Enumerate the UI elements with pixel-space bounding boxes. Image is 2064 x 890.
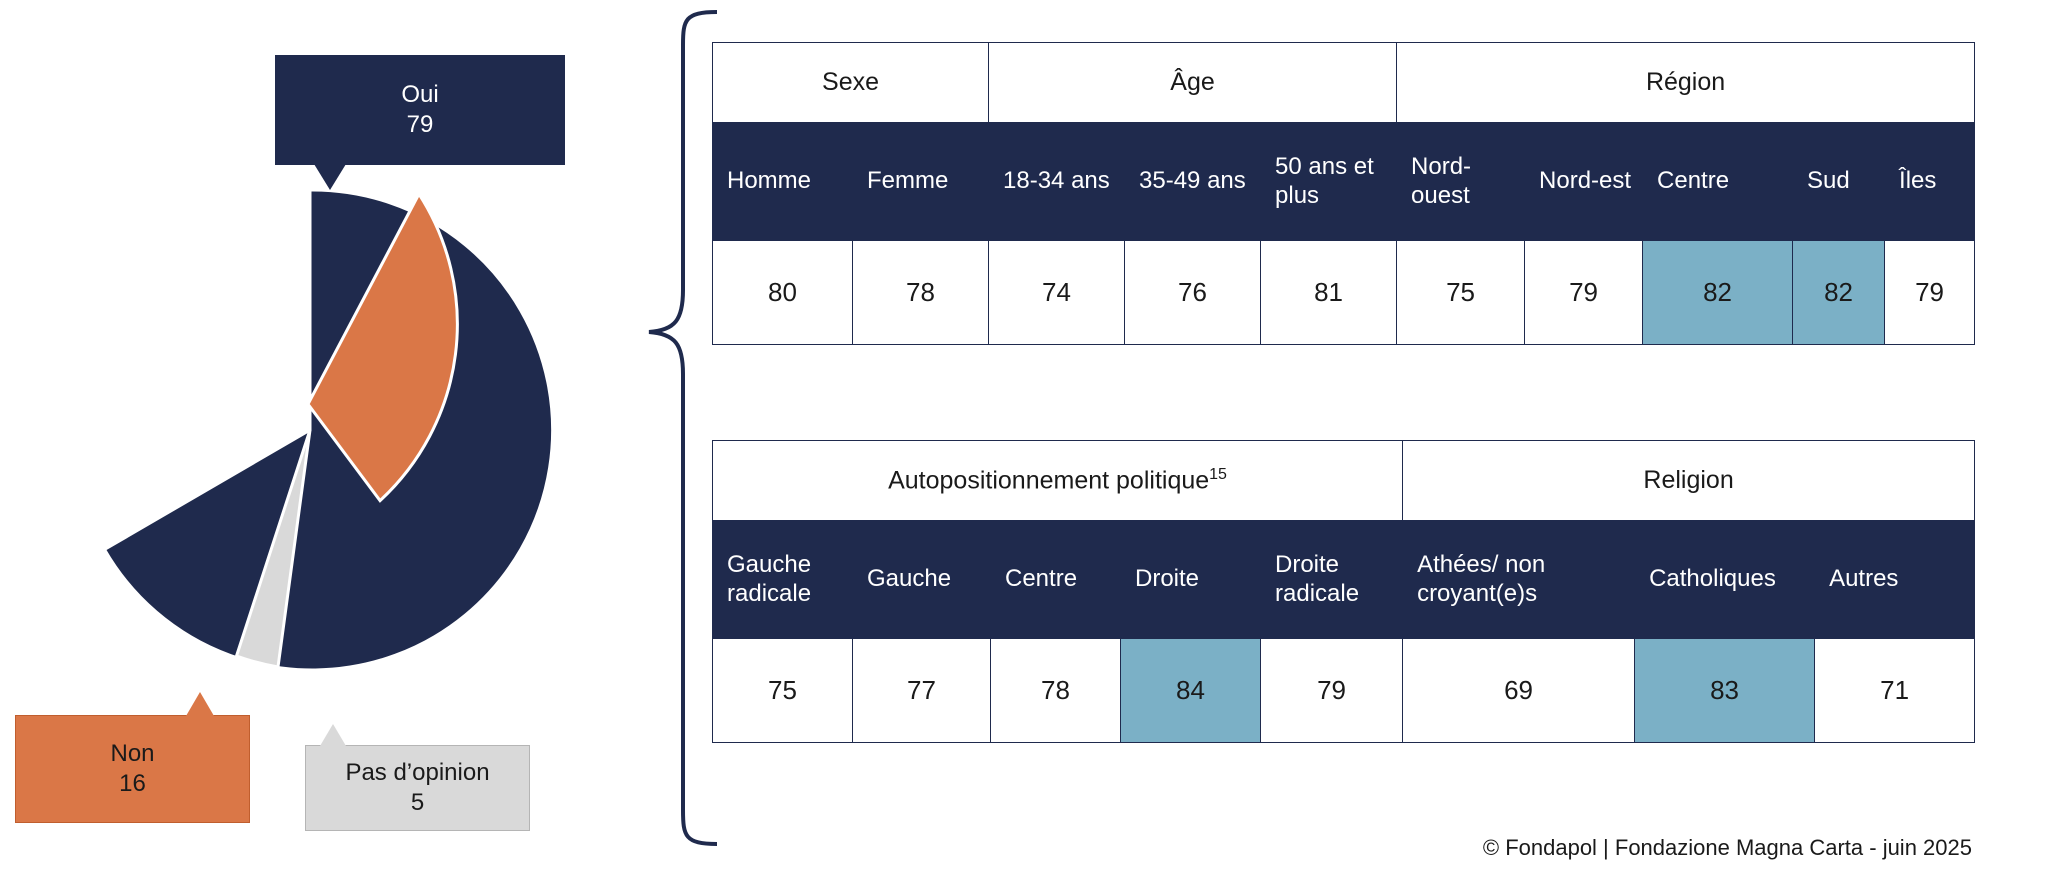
header-droite: Droite (1121, 521, 1261, 639)
value-iles: 79 (1885, 241, 1975, 345)
callout-non-tail (186, 692, 214, 716)
group-autopositionnement-politique-label: Autopositionnement politique (888, 466, 1210, 495)
pie-chart-svg (40, 170, 580, 710)
value-autres: 71 (1815, 639, 1975, 743)
header-gauche: Gauche (853, 521, 991, 639)
group-age: Âge (989, 43, 1397, 123)
group-region: Région (1397, 43, 1975, 123)
table-group-row (713, 441, 1975, 521)
callout-pas-dopinion (305, 745, 530, 831)
value-femme: 78 (853, 241, 989, 345)
callout-non-value: 16 (119, 770, 146, 797)
header-femme: Femme (853, 123, 989, 241)
value-gauche: 77 (853, 639, 991, 743)
group-religion: Religion (1403, 441, 1975, 521)
value-droite: 84 (1121, 639, 1261, 743)
header-athees-non-croyants: Athées/ non croyant(e)s (1403, 521, 1635, 639)
header-50-ans-et-plus: 50 ans et plus (1261, 123, 1397, 241)
value-centre: 78 (991, 639, 1121, 743)
value-homme: 80 (713, 241, 853, 345)
table-header-row (713, 123, 1975, 241)
header-centre: Centre (1643, 123, 1793, 241)
value-sud: 82 (1793, 241, 1885, 345)
header-centre: Centre (991, 521, 1121, 639)
callout-pas-dopinion-value: 5 (410, 789, 425, 816)
value-nord-ouest: 75 (1397, 241, 1525, 345)
value-18-34-ans: 74 (989, 241, 1125, 345)
header-droite-radicale: Droite radicale (1261, 521, 1403, 639)
breakdown-table-politics-religion (712, 440, 1975, 743)
header-18-34-ans: 18-34 ans (989, 123, 1125, 241)
header-nord-ouest: Nord-ouest (1397, 123, 1525, 241)
header-35-49-ans: 35-49 ans (1125, 123, 1261, 241)
callout-oui (275, 55, 565, 165)
value-50-ans-et-plus: 81 (1261, 241, 1397, 345)
callout-oui-value: 79 (406, 111, 434, 138)
pie-chart-panel (0, 0, 640, 890)
header-sud: Sud (1793, 123, 1885, 241)
value-35-49-ans: 76 (1125, 241, 1261, 345)
table-value-row (713, 241, 1975, 345)
table-value-row (713, 639, 1975, 743)
callout-pas-dopinion-tail (320, 724, 346, 746)
callout-oui-tail (314, 164, 346, 190)
header-iles: Îles (1885, 123, 1975, 241)
value-nord-est: 79 (1525, 241, 1643, 345)
value-droite-radicale: 79 (1261, 639, 1403, 743)
callout-oui-label: Oui (401, 81, 439, 108)
group-autopositionnement-politique-footnote: 15 (1209, 465, 1227, 483)
callout-pas-dopinion-label: Pas d’opinion (345, 759, 490, 786)
header-autres: Autres (1815, 521, 1975, 639)
header-nord-est: Nord-est (1525, 123, 1643, 241)
group-sexe: Sexe (713, 43, 989, 123)
callout-non (15, 715, 250, 823)
header-gauche-radicale: Gauche radicale (713, 521, 853, 639)
value-gauche-radicale: 75 (713, 639, 853, 743)
copyright-footer: © Fondapol | Fondazione Magna Carta - juin 2025 (1482, 835, 1972, 860)
group-autopositionnement-politique (713, 441, 1403, 521)
table-header-row (713, 521, 1975, 639)
value-athees-non-croyants: 69 (1403, 639, 1635, 743)
value-catholiques: 83 (1635, 639, 1815, 743)
header-catholiques: Catholiques (1635, 521, 1815, 639)
header-homme: Homme (713, 123, 853, 241)
table-group-row (713, 43, 1975, 123)
value-centre: 82 (1643, 241, 1793, 345)
callout-non-label: Non (110, 740, 155, 767)
breakdown-table-demographics (712, 42, 1975, 345)
